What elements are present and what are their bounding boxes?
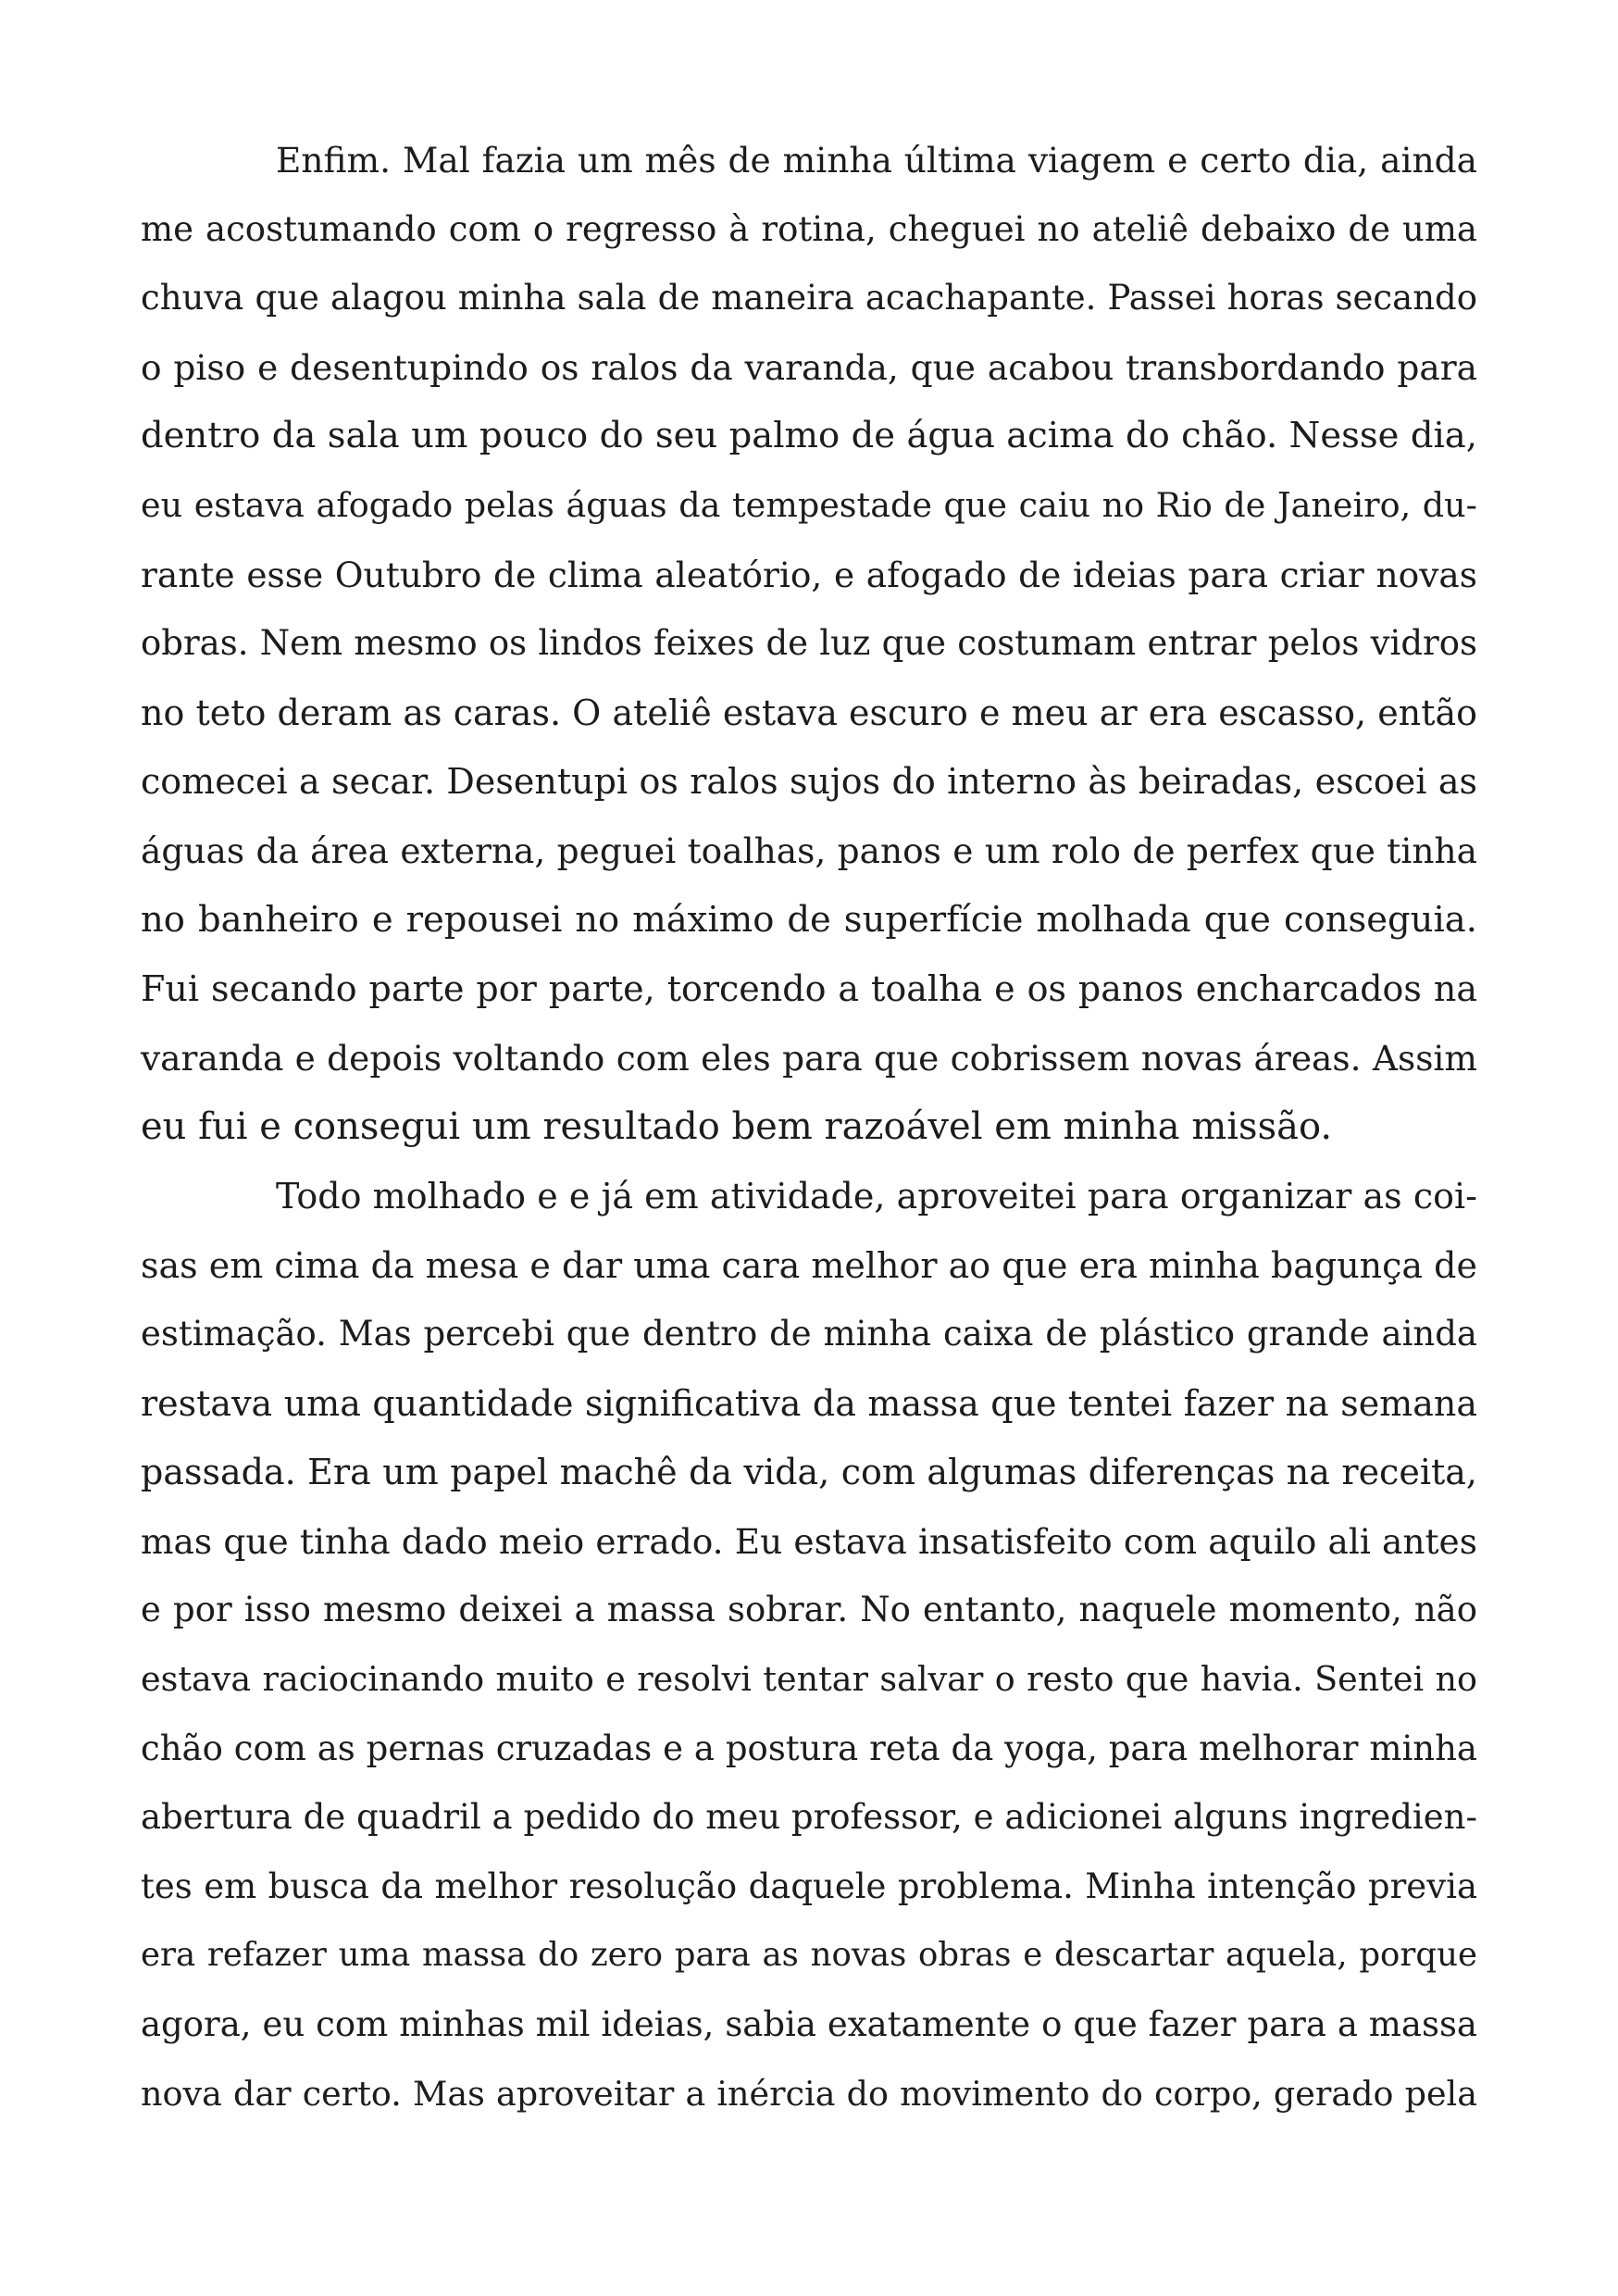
paragraph-2-line-4: restava uma quantidade significativa da massa que tentei fazer na semana xyxy=(141,1382,1477,1424)
paragraph-1-line-9: no teto deram as caras. O ateliê estava escuro e meu ar era escasso, então xyxy=(141,692,1477,733)
paragraph-1-line-11: águas da área externa, peguei toalhas, panos e um rolo de perfex que tinha xyxy=(141,830,1477,871)
paragraph-1-line-5: dentro da sala um pouco do seu palmo de água acima do chão. Nesse dia, xyxy=(141,415,1477,457)
paragraph-2-line-14: nova dar certo. Mas aproveitar a inércia do movimento do corpo, gerado pela xyxy=(141,2073,1477,2114)
paragraph-1-line-15: eu fui e consegui um resultado bem razoável em minha missão. xyxy=(141,1105,1333,1149)
paragraph-1-line-14: varanda e depois voltando com eles para que cobrissem novas áreas. Assim xyxy=(141,1037,1477,1079)
paragraph-2-line-12: era refazer uma massa do zero para as novas obras e descartar aquela, porque xyxy=(141,1936,1477,1975)
paragraph-2-line-11: tes em busca da melhor resolução daquele problema. Minha intenção previa xyxy=(141,1866,1477,1906)
body-text xyxy=(141,126,1477,2128)
paragraph-2-line-1: Todo molhado e e já em atividade, aproveitei para organizar as coi- xyxy=(276,1175,1477,1217)
paragraph-2-line-5: passada. Era um papel machê da vida, com algumas diferenças na receita, xyxy=(141,1452,1477,1493)
paragraph-1-line-1: Enfim. Mal fazia um mês de minha última viagem e certo dia, ainda xyxy=(276,140,1477,181)
paragraph-2-line-9: chão com as pernas cruzadas e a postura reta da yoga, para melhorar minha xyxy=(141,1728,1477,1768)
paragraph-1-line-10: comecei a secar. Desentupi os ralos sujos do interno às beiradas, escoei as xyxy=(141,761,1477,803)
paragraph-2-line-8: estava raciocinando muito e resolvi tentar salvar o resto que havia. Sentei no xyxy=(141,1659,1477,1700)
paragraph-2-line-2: sas em cima da mesa e dar uma cara melhor ao que era minha bagunça de xyxy=(141,1244,1477,1286)
paragraph-2-line-10: abertura de quadril a pedido do meu professor, e adicionei alguns ingredien- xyxy=(141,1797,1477,1838)
paragraph-2-line-7: e por isso mesmo deixei a massa sobrar. No entanto, naquele momento, não xyxy=(141,1590,1477,1630)
paragraph-1-line-6: eu estava afogado pelas águas da tempestade que caiu no Rio de Janeiro, du- xyxy=(141,484,1477,525)
paragraph-1-line-2: me acostumando com o regresso à rotina, cheguei no ateliê debaixo de uma xyxy=(141,208,1477,249)
paragraph-1-line-8: obras. Nem mesmo os lindos feixes de luz que costumam entrar pelos vidros xyxy=(141,623,1477,664)
paragraph-2-line-13: agora, eu com minhas mil ideias, sabia exatamente o que fazer para a massa xyxy=(141,2004,1477,2045)
paragraph-2-line-3: estimação. Mas percebi que dentro de minha caixa de plástico grande ainda xyxy=(141,1314,1477,1354)
paragraph-1-line-7: rante esse Outubro de clima aleatório, e afogado de ideias para criar novas xyxy=(141,554,1477,595)
paragraph-1-line-13: Fui secando parte por parte, torcendo a toalha e os panos encharcados na xyxy=(141,968,1477,1010)
paragraph-1-line-3: chuva que alagou minha sala de maneira acachapante. Passei horas secando xyxy=(141,278,1477,318)
paragraph-1-line-4: o piso e desentupindo os ralos da varanda, que acabou transbordando para xyxy=(141,346,1477,388)
paragraph-2-line-6: mas que tinha dado meio errado. Eu estava insatisfeito com aquilo ali antes xyxy=(141,1520,1477,1562)
paragraph-1-line-12: no banheiro e repousei no máximo de superfície molhada que conseguia. xyxy=(141,898,1477,941)
